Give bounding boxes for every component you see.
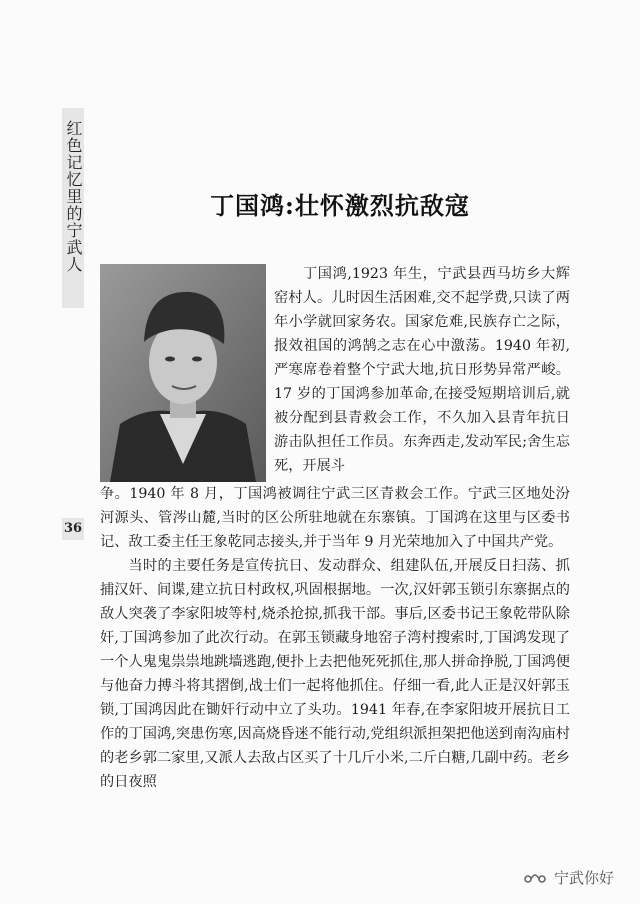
portrait-photo xyxy=(100,264,266,482)
paragraph-1-continued: 争。1940 年 8 月，丁国鸿被调往宁武三区青救会工作。宁武三区地处汾河源头、管涔山麓,当时的区公所驻地就在东寨镇。丁国鸿在这里与区委书记、敌工委主任王象乾同志接头,并于当年 9 月光荣地加入了中国共产党。 xyxy=(100,486,570,550)
watermark xyxy=(522,867,614,888)
body-text xyxy=(100,482,570,794)
book-series-title: 红色记忆里的宁武人 xyxy=(64,120,83,273)
paragraph-2: 当时的主要任务是宣传抗日、发动群众、组建队伍,开展反日扫荡、抓捕汉奸、间谍,建立抗日村政权,巩固根据地。一次,汉奸郭玉锁引东寨据点的敌人突袭了李家阳坡等村,烧杀抢掠,抓我干部。事后,区委书记王象乾带队除奸,丁国鸿参加了此次行动。在郭玉锁藏身地窑子湾村搜索时,丁国鸿发现了一个人鬼鬼祟祟地跳墙逃跑,便扑上去把他死死抓住,那人拼命挣脱,丁国鸿便与他奋力搏斗将其摺倒,战士们一起将他抓住。仔细一看,此人正是汉奸郭玉锁,丁国鸿因此在锄奸行动中立了头功。1941 年春,在李家阳坡开展抗日工作的丁国鸿,突患伤寒,因高烧昏迷不能行动,党组织派担架把他送到南沟庙村的老乡郭二家里,又派人去敌占区买了十几斤小米,二斤白糖,几副中药。老乡的日夜照 xyxy=(100,558,570,790)
wechat-icon xyxy=(522,868,548,888)
watermark-text: 宁武你好 xyxy=(553,869,614,887)
page-number: 36 xyxy=(63,521,83,536)
paragraph-1-wrapped: 丁国鸿,1923 年生，宁武县西马坊乡大辉窑村人。儿时因生活困难,交不起学费,只读了两年小学就回家务农。国家危难,民族存亡之际，报效祖国的鸿鹄之志在心中激荡。1940 年初,严寒席卷着整个宁武大地,抗日形势异常严峻。17 岁的丁国鸿参加革命,在接受短期培训后,就被分配到县青救会工作，不久加入县青年抗日游击队担任工作员。东奔西走,发动军民;舍生忘死，开展斗 xyxy=(274,266,570,474)
chapter-title: 丁国鸿:壮怀激烈抗敌寇 xyxy=(210,191,470,220)
